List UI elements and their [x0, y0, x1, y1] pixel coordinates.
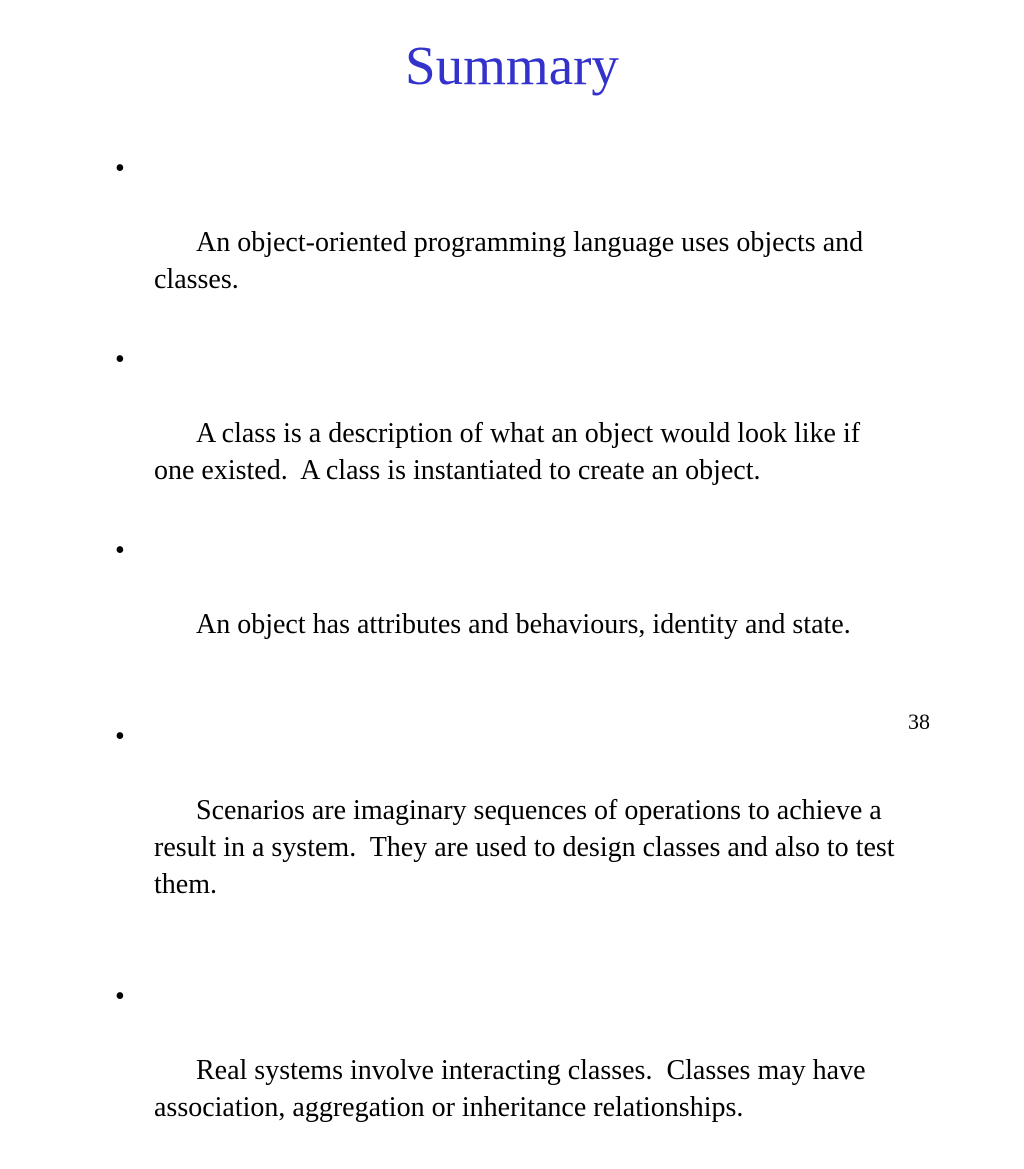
bullet-marker: • [115, 153, 125, 184]
bullet-text: A class is a description of what an object would look like if one existed. A class is instantiated to create an object. [154, 418, 868, 486]
page-number: 38 [908, 709, 930, 734]
bullet-item [113, 978, 903, 1163]
slide-title: Summary [405, 35, 619, 96]
bullet-marker: • [115, 721, 125, 752]
bullet-item [113, 718, 903, 940]
bullet-marker: • [115, 981, 125, 1012]
bullet-item [113, 341, 903, 526]
bullet-list [113, 150, 903, 1169]
bullet-item [113, 532, 903, 680]
bullet-text: Real systems involve interacting classes. Classes may have association, aggregation or inheritance relationships. [154, 1055, 873, 1123]
bullet-text: An object-oriented programming language uses objects and classes. [154, 227, 871, 295]
bullet-item [113, 150, 903, 335]
bullet-text: Scenarios are imaginary sequences of operations to achieve a result in a system. They are used to design classes and also to test them. [154, 795, 902, 900]
bullet-text: An object has attributes and behaviours, identity and state. [196, 609, 851, 640]
bullet-marker: • [115, 535, 125, 566]
bullet-marker: • [115, 344, 125, 375]
